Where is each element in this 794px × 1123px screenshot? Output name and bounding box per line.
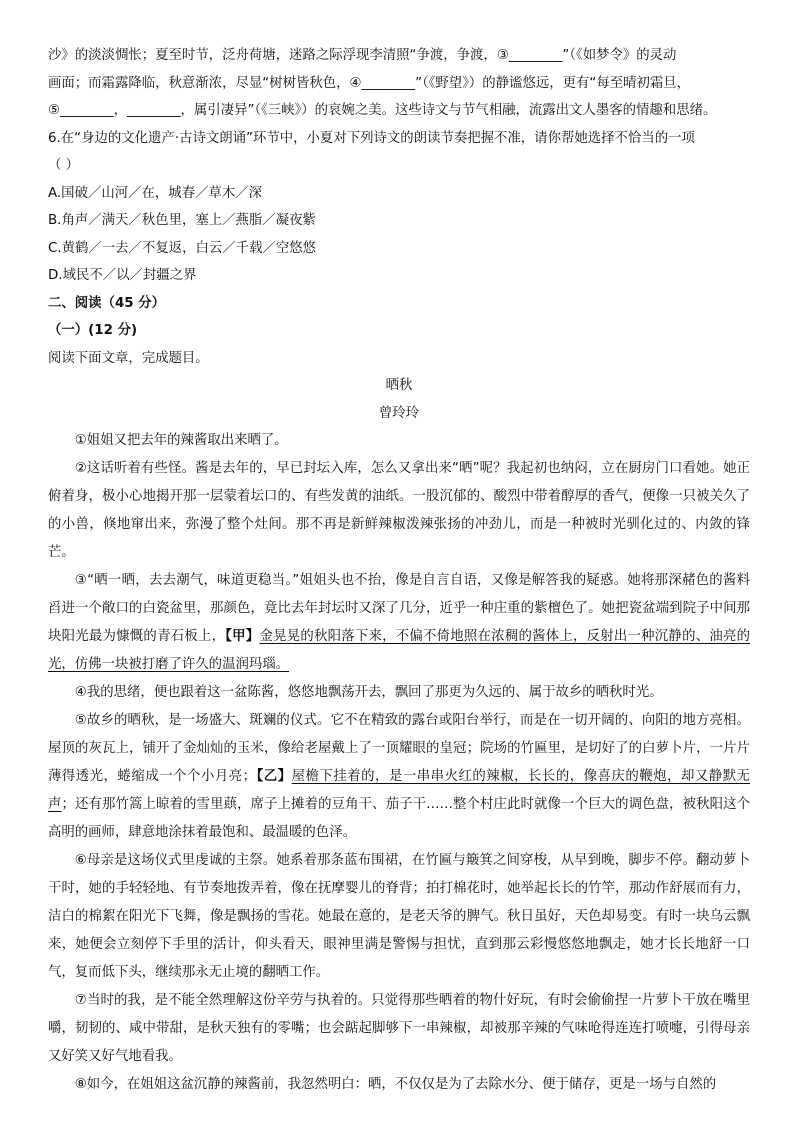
article-title: 晒秋 <box>385 378 413 393</box>
article-author: 曾玲玲 <box>378 405 420 421</box>
paragraph-7: ⑦当时的我，是不能全然理解这份辛劳与执着的。只觉得那些晒着的物什好玩，有时会偷偷捏一片萝卜干放在嘴里嚼，韧韧的、咸中带甜，是秋天独有的零嘴；也会踮起脚够下一串辣椒，却被那辛辣的气味呛得连连打喷嚏，引得母亲又好笑又好气地看我。 <box>48 993 750 1064</box>
underlined-sentence-jia: 金晃晃的秋阳落下来，不偏不倚地照在浓稠的酱体上，反射出一种沉静的、油亮的光，仿佛一块被打磨了许久的温润玛瑙。 <box>48 629 750 672</box>
document-page <box>48 42 750 1099</box>
marker-yi: 【乙】 <box>256 769 292 784</box>
paragraph-6: ⑥母亲是这场仪式里虔诚的主祭。她系着那条蓝布围裙，在竹匾与簸箕之间穿梭，从早到晚，脚步不停。翻动萝卜干时，她的手轻轻地、有节奏地拨弄着，像在抚摩婴儿的脊背；拍打棉花时，她举起长长的竹竿，那动作舒展而有力，洁白的棉絮在阳光下飞舞，像是飘扬的雪花。她最在意的，是老天爷的脾气。秋日虽好，天色却易变。有时一块乌云飘来，她便会立刻停下手里的活计，仰头看天，眼神里满是警惕与担忧，直到那云彩慢悠悠地飘走，她才长长地舒一口气，复而低下头，继续那永无止境的翻晒工作。 <box>48 853 750 980</box>
paragraph-3-text: ③“晒一晒，去去潮气，味道更稳当。”姐姐头也不抬，像是自言自语，又像是解答我的疑惑。她将那深赭色的酱料舀进一个敞口的白瓷盆里，那颜色，竟比去年封坛时又深了几分，近乎一种庄重的紫檀色了。她把瓷盆端到院子中间那块阳光最为慷慨的青石板上， <box>48 573 750 644</box>
answer-bracket: （ ） <box>48 158 80 173</box>
paragraph-4: ④我的思绪，便也跟着这一盆陈酱，悠悠地飘荡开去，飘回了那更为久远的、属于故乡的晒秋时光。 <box>74 685 663 700</box>
text-line: 画面；而霜露降临，秋意渐浓，尽显“树树皆秋色，④________”（《野望》）的静谧悠远，更有“每至晴初霜旦， <box>48 75 691 91</box>
paragraph-5-text-end: ；还有那竹篙上晾着的雪里蕻，席子上摊着的豆角干、茄子干……整个村庄此时就像一个巨大的调色盘，被秋阳这个高明的画师，肆意地涂抹着最饱和、最温暖的色泽。 <box>48 797 751 840</box>
option-a: A.国破／山河／在，城春／草木／深 <box>48 185 263 201</box>
text-line: ⑤________，________，属引凄异”（《三峡》）的哀婉之美。这些诗文与节气相融，流露出文人墨客的情趣和思绪。 <box>48 103 717 118</box>
option-d: D.域民不／以／封疆之界 <box>48 268 197 283</box>
section-heading: 二、阅读（45 分） <box>48 295 166 311</box>
marker-jia: 【甲】 <box>225 629 260 644</box>
paragraph-1: ①姐姐又把去年的辣酱取出来晒了。 <box>74 433 288 448</box>
paragraph-5-text: ⑤故乡的晒秋，是一场盛大、斑斓的仪式。它不在精致的露台或阳台举行，而是在一切开阔的、向阳的地方亮相。屋顶的灰瓦上，铺开了金灿灿的玉米，像给老屋戴上了一顶耀眼的皇冠；院场的竹匾里，是切好了的白萝卜片，一片片薄得透光，蜷缩成一个个小月亮； <box>48 713 750 784</box>
option-c: C.黄鹤／一去／不复返，白云／千载／空悠悠 <box>48 240 317 256</box>
text-line: 沙》的淡淡惆怅；夏至时节，泛舟荷塘，迷路之际浮现李清照“争渡，争渡，③________”（《如梦令》的灵动 <box>48 48 677 63</box>
reading-instruction: 阅读下面文章，完成题目。 <box>48 350 209 366</box>
option-b: B.角声／满天／秋色里，塞上／燕脂／凝夜紫 <box>48 213 316 228</box>
subsection-heading: （一）(12 分) <box>48 323 138 338</box>
paragraph-8: ⑧如今，在姐姐这盆沉静的辣酱前，我忽然明白：晒，不仅仅是为了去除水分、便于储存，更是一场与自然的 <box>74 1077 717 1092</box>
underlined-sentence-yi: 屋檐下挂着的，是一串串火红的辣椒，长长的，像喜庆的鞭炮，却又静默无声 <box>48 769 751 812</box>
paragraph-2: ②这话听着有些怪。酱是去年的，早已封坛入库，怎么又拿出来“晒”呢？我起初也纳闷，立在厨房门口看她。她正俯着身，极小心地揭开那一层蒙着坛口的、有些发黄的油纸。一股沉郁的、酸烈中带着醇厚的香气，便像一只被关久了的小兽，倏地窜出来，弥漫了整个灶间。那不再是新鲜辣椒泼辣张扬的冲劲儿，而是一种被时光驯化过的、内敛的锋芒。 <box>48 461 750 560</box>
question-6-stem: 6.在“身边的文化遗产·古诗文朗诵”环节中，小夏对下列诗文的朗读节奏把握不准，请你帮她选择不恰当的一项 <box>48 130 695 146</box>
paragraph-5 <box>48 707 750 847</box>
paragraph-3 <box>48 567 750 679</box>
